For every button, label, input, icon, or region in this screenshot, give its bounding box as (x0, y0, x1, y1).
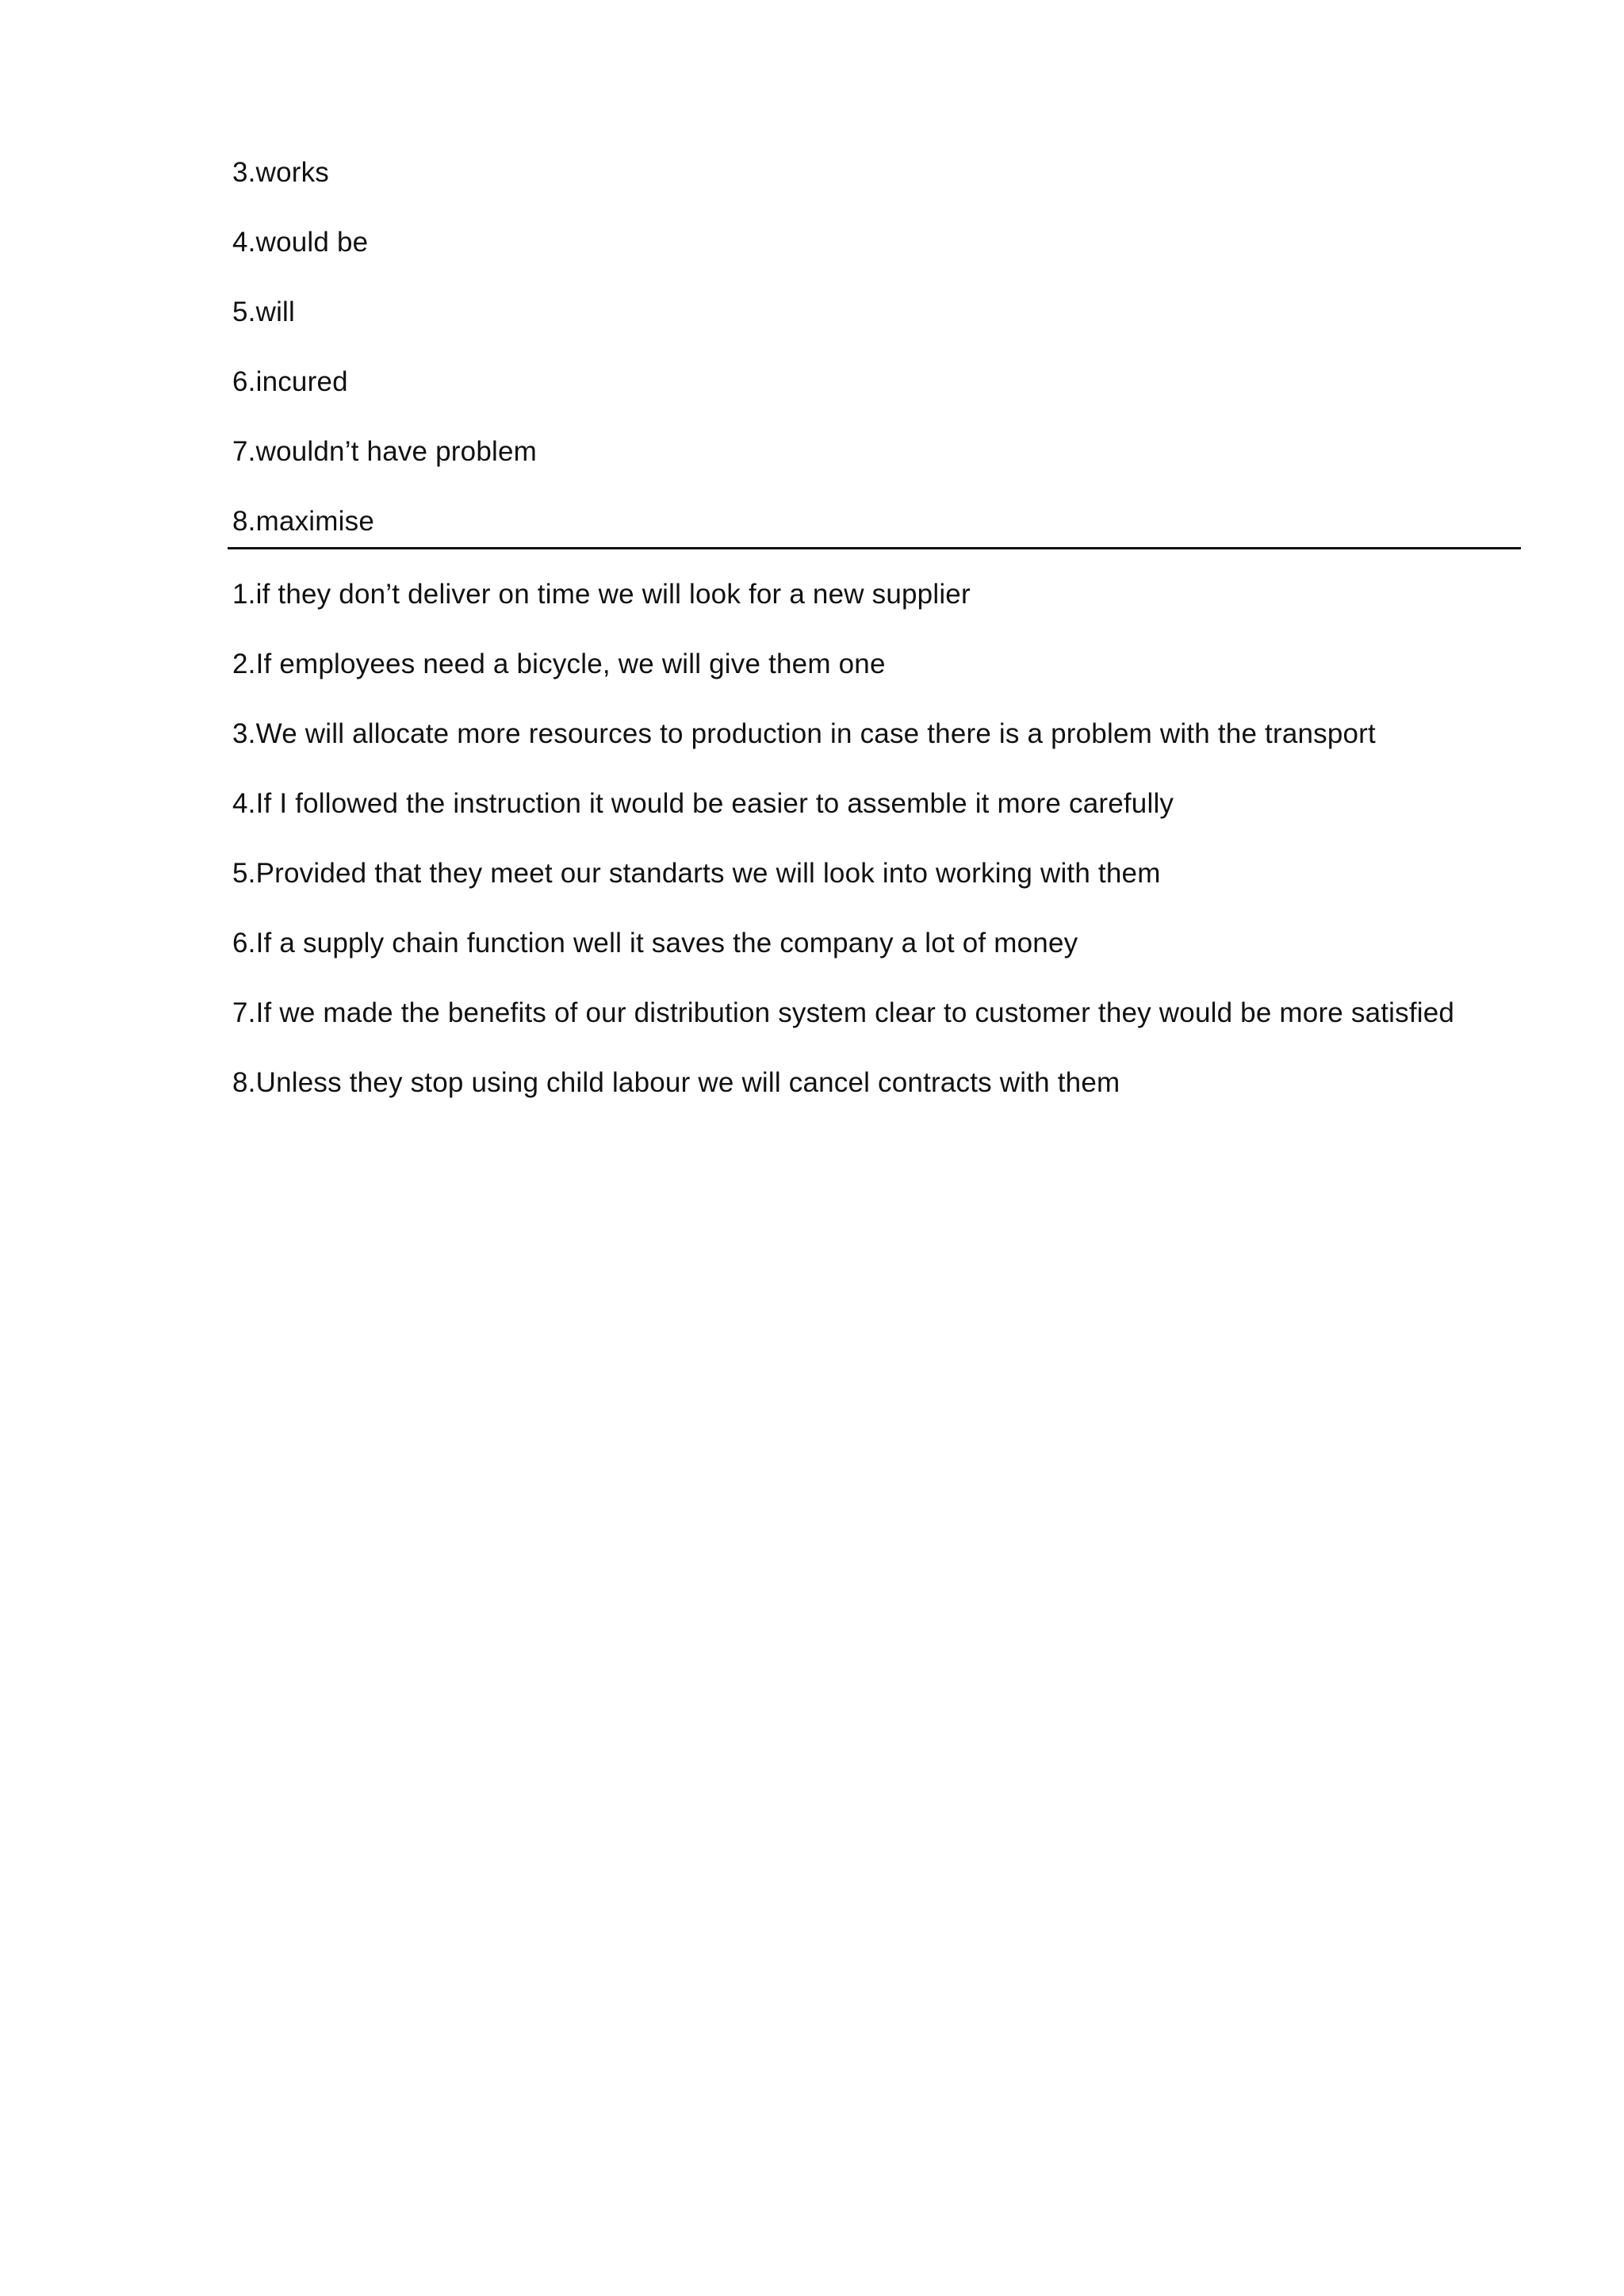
list-item: 2.If employees need a bicycle, we will give them one (232, 649, 886, 679)
section-divider (228, 547, 1521, 549)
answers-part-2-list (232, 579, 1454, 1137)
answers-part-1-list (232, 157, 537, 576)
list-item: 1.if they don’t deliver on time we will look for a new supplier (232, 579, 971, 610)
list-item: 6.incured (232, 366, 348, 397)
list-item: 5.will (232, 297, 295, 327)
list-item: 7.If we made the benefits of our distribution system clear to customer they would be more satisfied (232, 997, 1455, 1028)
list-item: 7.wouldn’t have problem (232, 436, 537, 467)
list-item: 6.If a supply chain function well it saves the company a lot of money (232, 928, 1078, 959)
list-item: 5.Provided that they meet our standarts we will look into working with them (232, 858, 1161, 889)
list-item: 8.maximise (232, 506, 374, 537)
list-item: 4.would be (232, 227, 369, 258)
list-item: 4.If I followed the instruction it would be easier to assemble it more carefully (232, 788, 1174, 819)
list-item: 3.We will allocate more resources to production in case there is a problem with the transport (232, 718, 1376, 749)
list-item: 8.Unless they stop using child labour we will cancel contracts with them (232, 1067, 1120, 1098)
list-item: 3.works (232, 157, 329, 188)
